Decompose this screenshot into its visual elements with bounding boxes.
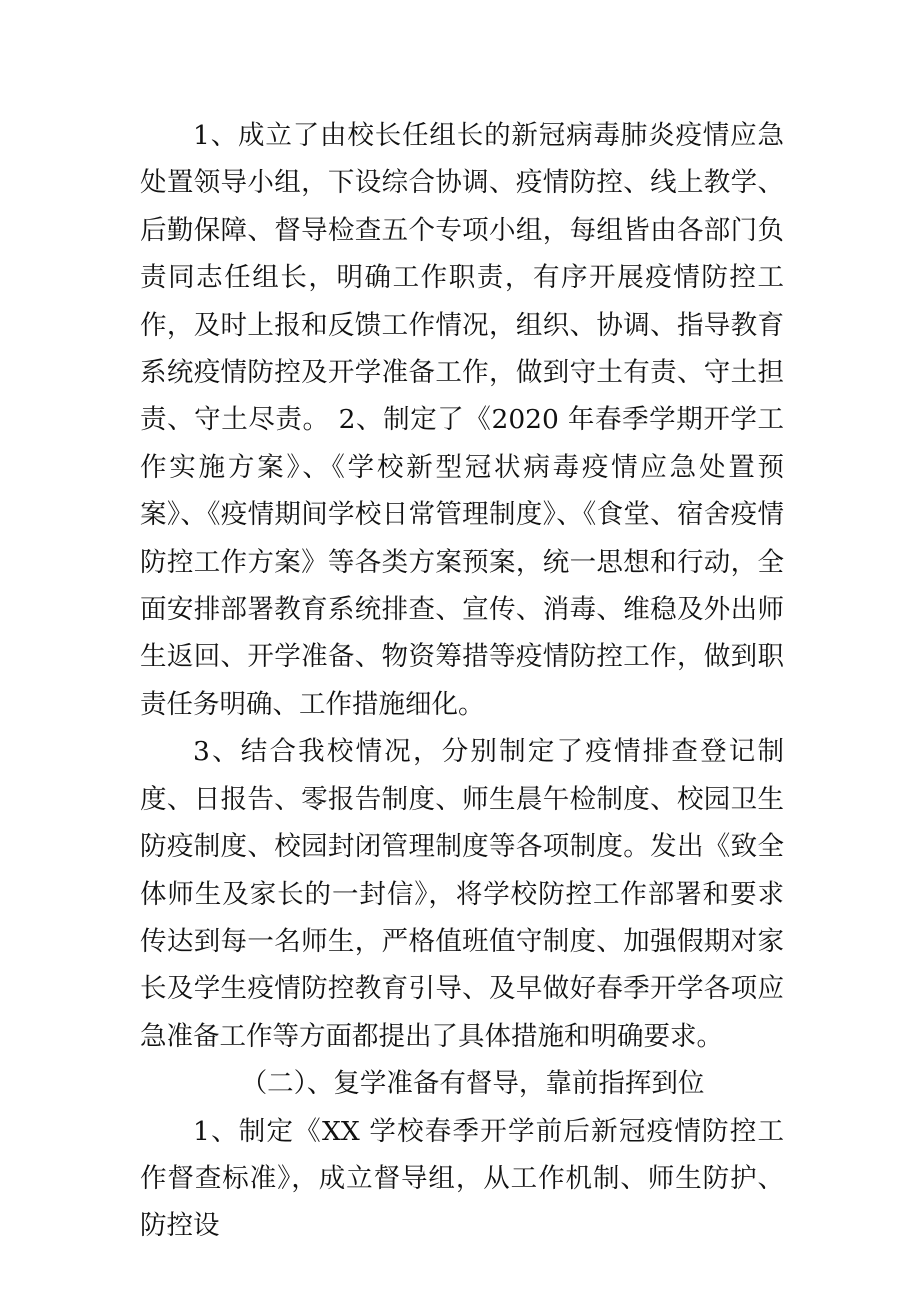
paragraph-supervision-standard: 1、制定《XX 学校春季开学前后新冠疫情防控工作督查标准》，成立督导组，从工作机制、师生防护、防控设: [140, 1115, 784, 1242]
paragraph-school-systems: 3、结合我校情况，分别制定了疫情排查登记制度、日报告、零报告制度、师生晨午检制度、校园卫生防疫制度、校园封闭管理制度等各项制度。发出《致全体师生及家长的一封信》，将学校防控工作部署和要求传达到每一名师生，严格值班值守制度、加强假期对家长及学生疫情防控教育引导、及早做好春季开学各项应急准备工作等方面都提出了具体措施和明确要求。: [140, 736, 784, 1052]
document-body: [140, 112, 784, 1250]
section-heading-supervision: （二）、复学准备有督导，靠前指挥到位: [240, 1068, 705, 1100]
paragraph-leadership-group: 1、成立了由校长任组长的新冠病毒肺炎疫情应急处置领导小组，下设综合协调、疫情防控、线上教学、后勤保障、督导检查五个专项小组，每组皆由各部门负责同志任组长，明确工作职责，有序开展疫情防控工作，及时上报和反馈工作情况，组织、协调、指导教育系统疫情防控及开学准备工作，做到守土有责、守土担责、守土尽责。 2、制定了《2020 年春季学期开学工作实施方案》、《学校新型冠状病毒疫情应急处置预案》、《疫情期间学校日常管理制度》、《食堂、宿舍疫情防控工作方案》等各类方案预案，统一思想和行动，全面安排部署教育系统排查、宣传、消毒、维稳及外出师生返回、开学准备、物资筹措等疫情防控工作，做到职责任务明确、工作措施细化。: [140, 120, 784, 720]
